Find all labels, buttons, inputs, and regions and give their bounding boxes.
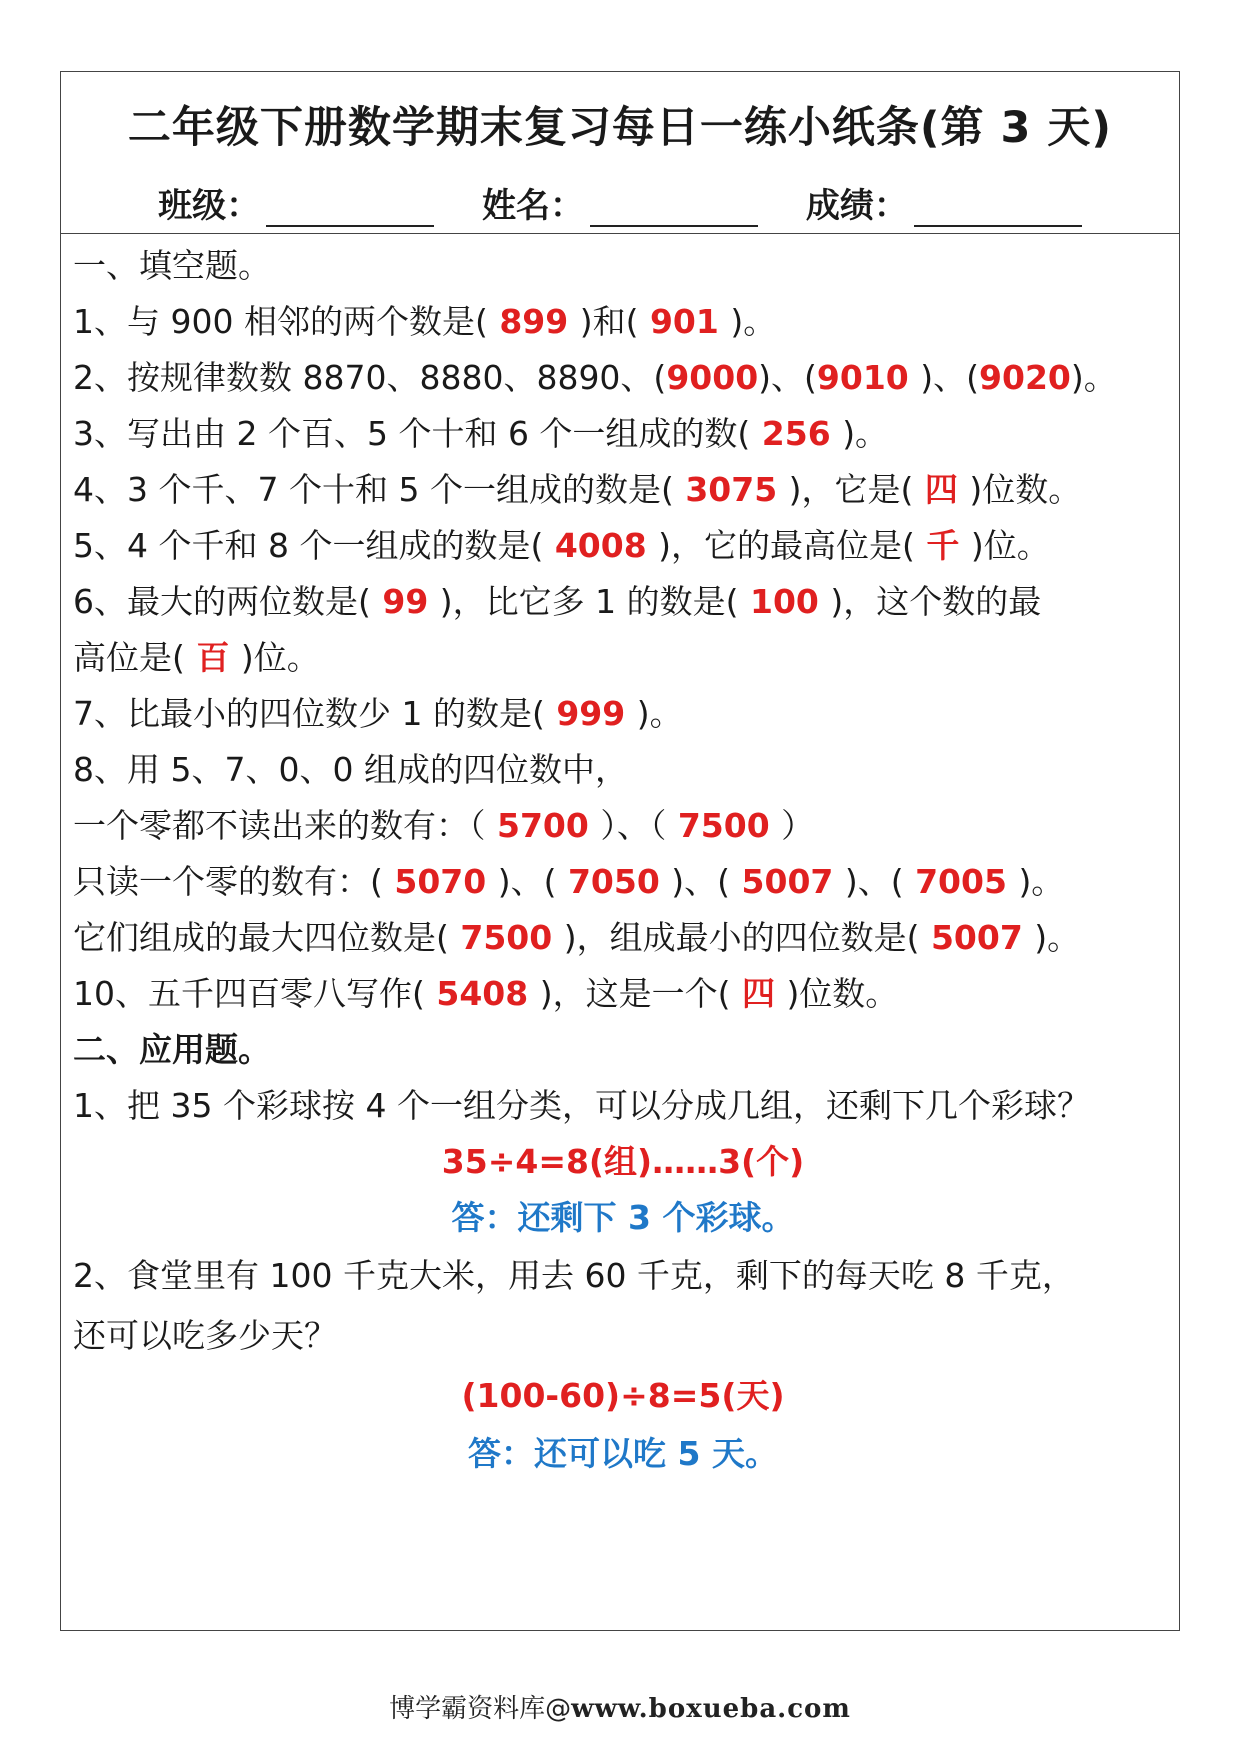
q6-answer-1: 99 (370, 582, 440, 621)
q8-l4-answer-2: 5007 (919, 918, 1035, 957)
score-label: 成绩： (805, 186, 908, 226)
section1-heading: 一、填空题。 (73, 246, 271, 285)
q6-text-2: )，比它多 1 的数是( (439, 582, 739, 621)
q1-answer-2: 901 (638, 302, 731, 341)
q6-text: 6、最大的两位数是( (73, 582, 371, 621)
q6-answer-2: 100 (738, 582, 831, 621)
problem-2-calculation: (100-60)÷8=5(天) (461, 1376, 785, 1415)
q3-answer-1: 256 (750, 414, 843, 453)
question-4 (73, 468, 1081, 512)
q7-text-2: )。 (636, 694, 683, 733)
section2-heading: 二、应用题。 (73, 1030, 271, 1069)
q8-l3-answer-1: 5070 (382, 862, 498, 901)
problem-1-question: 1、把 35 个彩球按 4 个一组分类，可以分成几组，还剩下几个彩球？ (73, 1086, 1090, 1125)
score-field (806, 178, 1082, 227)
q1-answer-1: 899 (487, 302, 580, 341)
problem-1-answer: 答：还剩下 3 个彩球。 (451, 1198, 795, 1237)
question-8-line-3 (73, 860, 1064, 904)
score-blank[interactable] (914, 193, 1082, 227)
question-5 (73, 524, 1050, 568)
q10-text-2: )，这是一个( (539, 974, 731, 1013)
question-2 (73, 356, 1117, 400)
q5-answer-1: 4008 (543, 526, 659, 565)
q2-text-4: )。 (1070, 358, 1117, 397)
name-label: 姓名： (482, 186, 584, 226)
q8-l2-answer-1: 5700 (485, 806, 601, 845)
q8-l4-text-3: )。 (1034, 918, 1081, 957)
q3-text-2: )。 (842, 414, 889, 453)
footer-url[interactable]: www.boxueba.com (571, 1694, 851, 1724)
name-field (482, 178, 758, 227)
q8-l4-answer-1: 7500 (448, 918, 564, 957)
q8-l2-answer-2: 7500 (666, 806, 782, 845)
q8-l3-answer-4: 7005 (903, 862, 1019, 901)
student-info-row (61, 178, 1179, 227)
q4-text: 4、3 个千、7 个十和 5 个一组成的数是( (73, 470, 674, 509)
q4-text-2: )，它是( (788, 470, 914, 509)
worksheet-content (73, 234, 1173, 1630)
q8-l2-text-3: ） (781, 806, 815, 845)
footer-watermark (0, 1688, 1240, 1725)
footer-site: 博学霸资料库@ (389, 1694, 572, 1724)
q7-answer-1: 999 (544, 694, 637, 733)
q3-text: 3、写出由 2 个百、5 个十和 6 个一组成的数( (73, 414, 751, 453)
q5-text-2: )，它的最高位是( (658, 526, 915, 565)
class-blank[interactable] (266, 193, 434, 227)
q10-text-3: )位数。 (786, 974, 899, 1013)
q2-answer-2: 9010 (816, 358, 921, 397)
q7-text: 7、比最小的四位数少 1 的数是( (73, 694, 545, 733)
q8-l3-text: 只读一个零的数有：( (73, 862, 383, 901)
q1-text: 1、与 900 相邻的两个数是( (73, 302, 488, 341)
problem-2-question-cont: 还可以吃多少天？ (73, 1316, 337, 1355)
q2-text: 2、按规律数数 8870、8880、8890、( (73, 358, 667, 397)
question-8-line-2 (73, 804, 814, 848)
question-8-line-4 (73, 916, 1080, 960)
q8-l3-text-5: )。 (1018, 862, 1065, 901)
question-3 (73, 412, 888, 456)
worksheet (60, 71, 1180, 1631)
q8-l3-text-2: )、( (497, 862, 557, 901)
q8-l3-answer-3: 5007 (730, 862, 845, 901)
q10-text: 10、五千四百零八写作( (73, 974, 425, 1013)
q1-text-2: )和( (579, 302, 639, 341)
problem-2-answer: 答：还可以吃 5 天。 (468, 1434, 778, 1473)
question-6-cont (73, 636, 320, 680)
q4-text-3: )位数。 (969, 470, 1082, 509)
q4-answer-2: 四 (913, 470, 970, 509)
q6-text-4: 高位是( (73, 638, 185, 677)
name-blank[interactable] (590, 193, 758, 227)
q5-text: 5、4 个千和 8 个一组成的数是( (73, 526, 544, 565)
q4-answer-1: 3075 (673, 470, 789, 509)
question-6 (73, 580, 1041, 624)
problem-2-question: 2、食堂里有 100 千克大米，用去 60 千克，剩下的每天吃 8 千克， (73, 1256, 1075, 1295)
page-title: 二年级下册数学期末复习每日一练小纸条(第 3 天) (127, 103, 1113, 153)
q8-l3-text-3: )、( (671, 862, 731, 901)
q8-l3-answer-2: 7050 (556, 862, 672, 901)
q8-l2-text: 一个零都不读出来的数有：（ (73, 806, 486, 845)
q8-l3-text-4: )、( (844, 862, 904, 901)
q1-text-3: )。 (730, 302, 777, 341)
problem-1-calculation: 35÷4=8(组)……3(个) (441, 1142, 805, 1181)
question-10 (73, 972, 898, 1016)
q8-l4-text-2: )，组成最小的四位数是( (563, 918, 920, 957)
q6-answer-3: 百 (184, 638, 241, 677)
worksheet-header (61, 72, 1179, 234)
q6-text-3: )，这个数的最 (830, 582, 1042, 621)
q6-text-5: )位。 (240, 638, 320, 677)
q2-answer-3: 9020 (979, 358, 1071, 397)
q2-text-2: )、( (758, 358, 817, 397)
question-1 (73, 300, 776, 344)
q5-answer-2: 千 (914, 526, 971, 565)
class-field (158, 178, 434, 227)
q10-answer-1: 5408 (424, 974, 540, 1013)
class-label: 班级： (158, 186, 261, 226)
q10-answer-2: 四 (730, 974, 787, 1013)
q2-answer-1: 9000 (666, 358, 759, 397)
q8-l4-text: 它们组成的最大四位数是( (73, 918, 449, 957)
q2-text-3: )、( (920, 358, 980, 397)
question-7 (73, 692, 683, 736)
q8-l2-text-2: ）、（ (600, 806, 667, 845)
q5-text-3: )位。 (970, 526, 1050, 565)
question-8: 8、用 5、7、0、0 组成的四位数中， (73, 750, 628, 789)
